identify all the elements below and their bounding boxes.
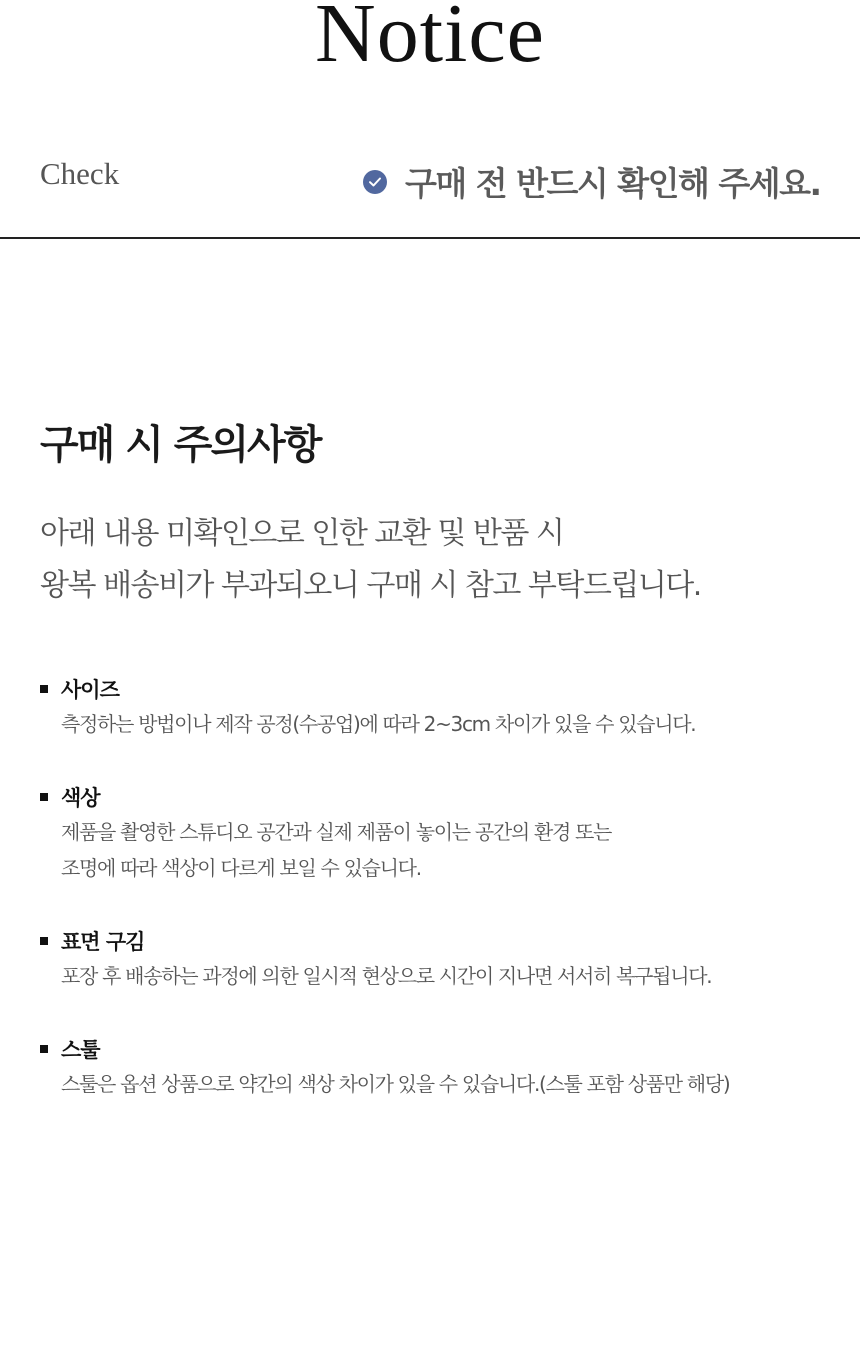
item-body [61, 958, 830, 994]
check-label: Check [40, 156, 120, 191]
item-title: 색상 [61, 786, 100, 810]
bullet-icon [40, 937, 48, 945]
list-item [40, 674, 830, 742]
item-body [61, 706, 830, 742]
list-item [40, 926, 830, 994]
item-title: 표면 구김 [61, 930, 145, 954]
check-message-group [363, 158, 821, 205]
item-body [61, 1066, 830, 1102]
divider [0, 237, 860, 239]
intro-text [40, 508, 701, 612]
check-message: 구매 전 반드시 확인해 주세요. [405, 164, 821, 203]
item-text: 조명에 따라 색상이 다르게 보일 수 있습니다. [61, 856, 421, 880]
section-title: 구매 시 주의사항 [40, 422, 321, 468]
page-title: Notice [315, 0, 545, 80]
check-row [0, 150, 860, 210]
item-body [61, 814, 830, 886]
bullet-icon [40, 685, 48, 693]
item-text: 제품을 촬영한 스튜디오 공간과 실제 제품이 놓이는 공간의 환경 또는 [61, 820, 612, 844]
bullet-icon [40, 1045, 48, 1053]
item-title: 스툴 [61, 1038, 100, 1062]
caution-list [40, 674, 830, 1142]
item-text: 포장 후 배송하는 과정에 의한 일시적 현상으로 시간이 지나면 서서히 복구됩니다. [61, 964, 712, 988]
item-title: 사이즈 [61, 678, 119, 702]
list-item [40, 1034, 830, 1102]
intro-line: 아래 내용 미확인으로 인한 교환 및 반품 시 [40, 516, 564, 551]
list-item [40, 782, 830, 886]
intro-line: 왕복 배송비가 부과되오니 구매 시 참고 부탁드립니다. [40, 568, 701, 603]
item-text: 스툴은 옵션 상품으로 약간의 색상 차이가 있을 수 있습니다.(스툴 포함 상품만 해당) [61, 1072, 730, 1096]
bullet-icon [40, 793, 48, 801]
check-circle-icon [363, 170, 387, 194]
item-text: 측정하는 방법이나 제작 공정(수공업)에 따라 2~3cm 차이가 있을 수 있습니다. [61, 712, 696, 736]
